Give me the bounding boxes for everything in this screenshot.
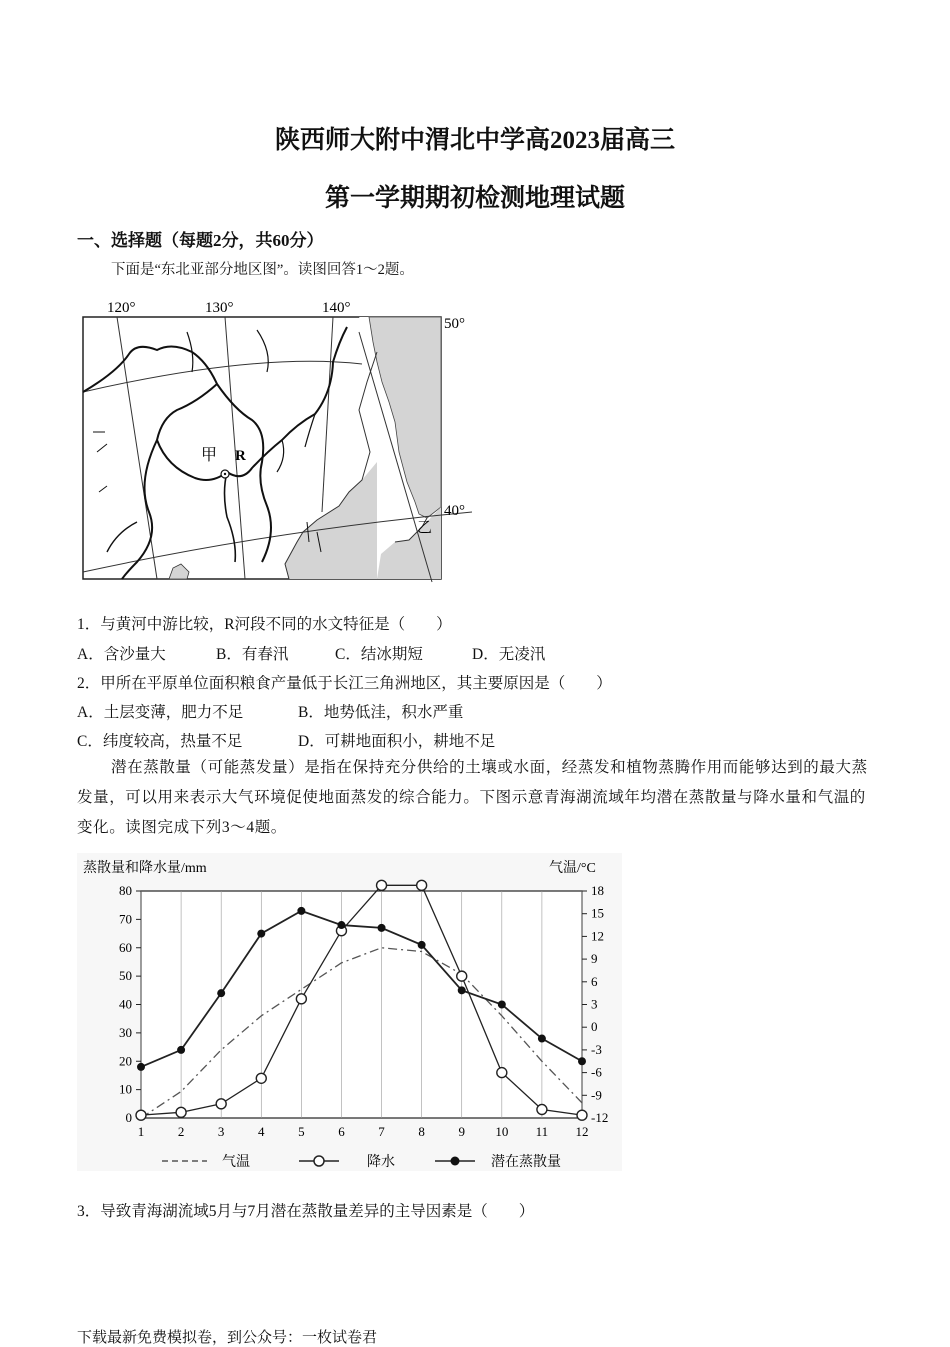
right-tick-label: 12	[591, 928, 604, 944]
precipitation-point	[256, 1073, 266, 1083]
precipitation-point	[216, 1099, 226, 1109]
right-tick-label: 6	[591, 973, 598, 989]
right-tick-label: 18	[591, 883, 604, 898]
right-tick-label: 9	[591, 951, 598, 967]
q2-option-d[interactable]: D．可耕地面积小，耕地不足	[298, 733, 496, 750]
plot-area	[141, 891, 582, 1118]
lat-label-50: 50°	[444, 316, 465, 332]
precipitation-point	[417, 880, 427, 890]
x-tick-label: 6	[338, 1124, 345, 1139]
precipitation-point	[577, 1110, 587, 1120]
x-tick-label: 11	[535, 1124, 549, 1139]
x-tick-label: 8	[418, 1124, 425, 1139]
precipitation-point	[537, 1104, 547, 1114]
precipitation-point	[497, 1068, 507, 1078]
right-tick-label: -6	[591, 1064, 602, 1080]
place-jia: 甲	[201, 447, 218, 464]
evapotranspiration-point	[337, 921, 345, 929]
q3-stem: 3．导致青海湖流域5月与7月潜在蒸散量差异的主导因素是（ ）	[77, 1203, 535, 1220]
page-subtitle: 第一学期期初检测地理试题	[324, 185, 625, 212]
left-tick-label: 70	[119, 911, 132, 927]
x-tick-label: 10	[495, 1124, 509, 1139]
left-tick-label: 30	[119, 1024, 132, 1040]
left-axis-label: 蒸散量和降水量/mm	[83, 861, 207, 876]
x-tick-label: 7	[378, 1124, 385, 1139]
footer-note: 下载最新免费模拟卷，到公众号：一枚试卷君	[77, 1330, 378, 1346]
evapotranspiration-point	[578, 1057, 586, 1065]
left-tick-label: 80	[119, 883, 132, 898]
lat-label-40: 40°	[444, 503, 465, 519]
intro-text-2: 潜在蒸散量（可能蒸发量）是指在保持充分供给的土壤或水面，经蒸发和植物蒸腾作用而能够达到的最大蒸发量，可以用来表示大气环境促使地面蒸发的综合能力。下图示意青海湖流域年均潜在蒸散量与降水量和气温的变化。读图完成下列3～4题。	[77, 759, 868, 836]
precipitation-point	[176, 1107, 186, 1117]
intro-text-1: 下面是“东北亚部分地区图”。读图回答1～2题。	[111, 262, 414, 278]
left-tick-label: 60	[119, 939, 132, 955]
northeast-asia-map	[77, 292, 477, 584]
q1-option-c[interactable]: C．结冰期短	[335, 646, 423, 663]
evapotranspiration-point	[137, 1063, 145, 1071]
x-tick-label: 9	[458, 1124, 465, 1139]
precipitation-point	[457, 971, 467, 981]
precipitation-point	[377, 880, 387, 890]
q2-option-b[interactable]: B．地势低洼，积水严重	[298, 704, 464, 721]
evapotranspiration-point	[297, 907, 305, 915]
left-tick-label: 40	[119, 996, 132, 1012]
page-title: 陕西师大附中渭北中学高2023届高三	[274, 127, 675, 154]
q2-option-c[interactable]: C．纬度较高，热量不足	[77, 733, 243, 750]
x-tick-label: 3	[217, 1124, 225, 1139]
right-tick-label: 3	[591, 996, 598, 1012]
x-tick-label: 4	[258, 1124, 265, 1139]
lon-label-130: 130°	[205, 300, 234, 316]
q1-stem: 1．与黄河中游比较，R河段不同的水文特征是（ ）	[77, 616, 452, 633]
q2-stem: 2．甲所在平原单位面积粮食产量低于长江三角洲地区，其主要原因是（ ）	[77, 675, 612, 692]
x-tick-label: 1	[137, 1124, 145, 1139]
evapotranspiration-point	[458, 986, 466, 994]
lon-label-120: 120°	[107, 300, 136, 316]
precipitation-point	[136, 1110, 146, 1120]
x-tick-label: 5	[298, 1124, 305, 1139]
right-tick-label: -12	[591, 1110, 609, 1125]
left-tick-label: 0	[125, 1110, 132, 1125]
legend-precip: 降水	[367, 1155, 395, 1170]
section-heading: 一、选择题（每题2分，共60分）	[77, 231, 324, 250]
qinghai-lake-chart	[77, 853, 622, 1171]
x-tick-label: 2	[177, 1124, 185, 1139]
right-axis-label: 气温/°C	[549, 861, 596, 876]
evapotranspiration-point	[217, 989, 225, 997]
evapotranspiration-point	[498, 1001, 506, 1009]
q2-option-a[interactable]: A．土层变薄，肥力不足	[77, 704, 244, 721]
q1-option-d[interactable]: D．无凌汛	[472, 646, 546, 663]
evapotranspiration-point	[418, 941, 426, 949]
q1-option-a[interactable]: A．含沙量大	[77, 646, 166, 663]
legend-evap: 潜在蒸散量	[491, 1155, 561, 1170]
right-tick-label: -9	[591, 1087, 602, 1103]
right-tick-label: 0	[591, 1019, 598, 1035]
evapotranspiration-point	[378, 924, 386, 932]
place-yi: 乙	[417, 520, 433, 536]
left-tick-label: 10	[119, 1081, 132, 1097]
place-r: R	[235, 448, 246, 464]
legend-temp: 气温	[222, 1155, 250, 1170]
right-tick-label: 15	[591, 905, 604, 921]
left-tick-label: 20	[119, 1053, 132, 1069]
q1-option-b[interactable]: B．有春汛	[216, 646, 289, 663]
precipitation-point	[296, 994, 306, 1004]
evapotranspiration-point	[257, 930, 265, 938]
left-tick-label: 50	[119, 968, 132, 984]
x-tick-label: 12	[575, 1124, 589, 1139]
evapotranspiration-point	[177, 1046, 185, 1054]
evapotranspiration-point	[538, 1035, 546, 1043]
lon-label-140: 140°	[322, 300, 351, 316]
right-tick-label: -3	[591, 1041, 602, 1057]
